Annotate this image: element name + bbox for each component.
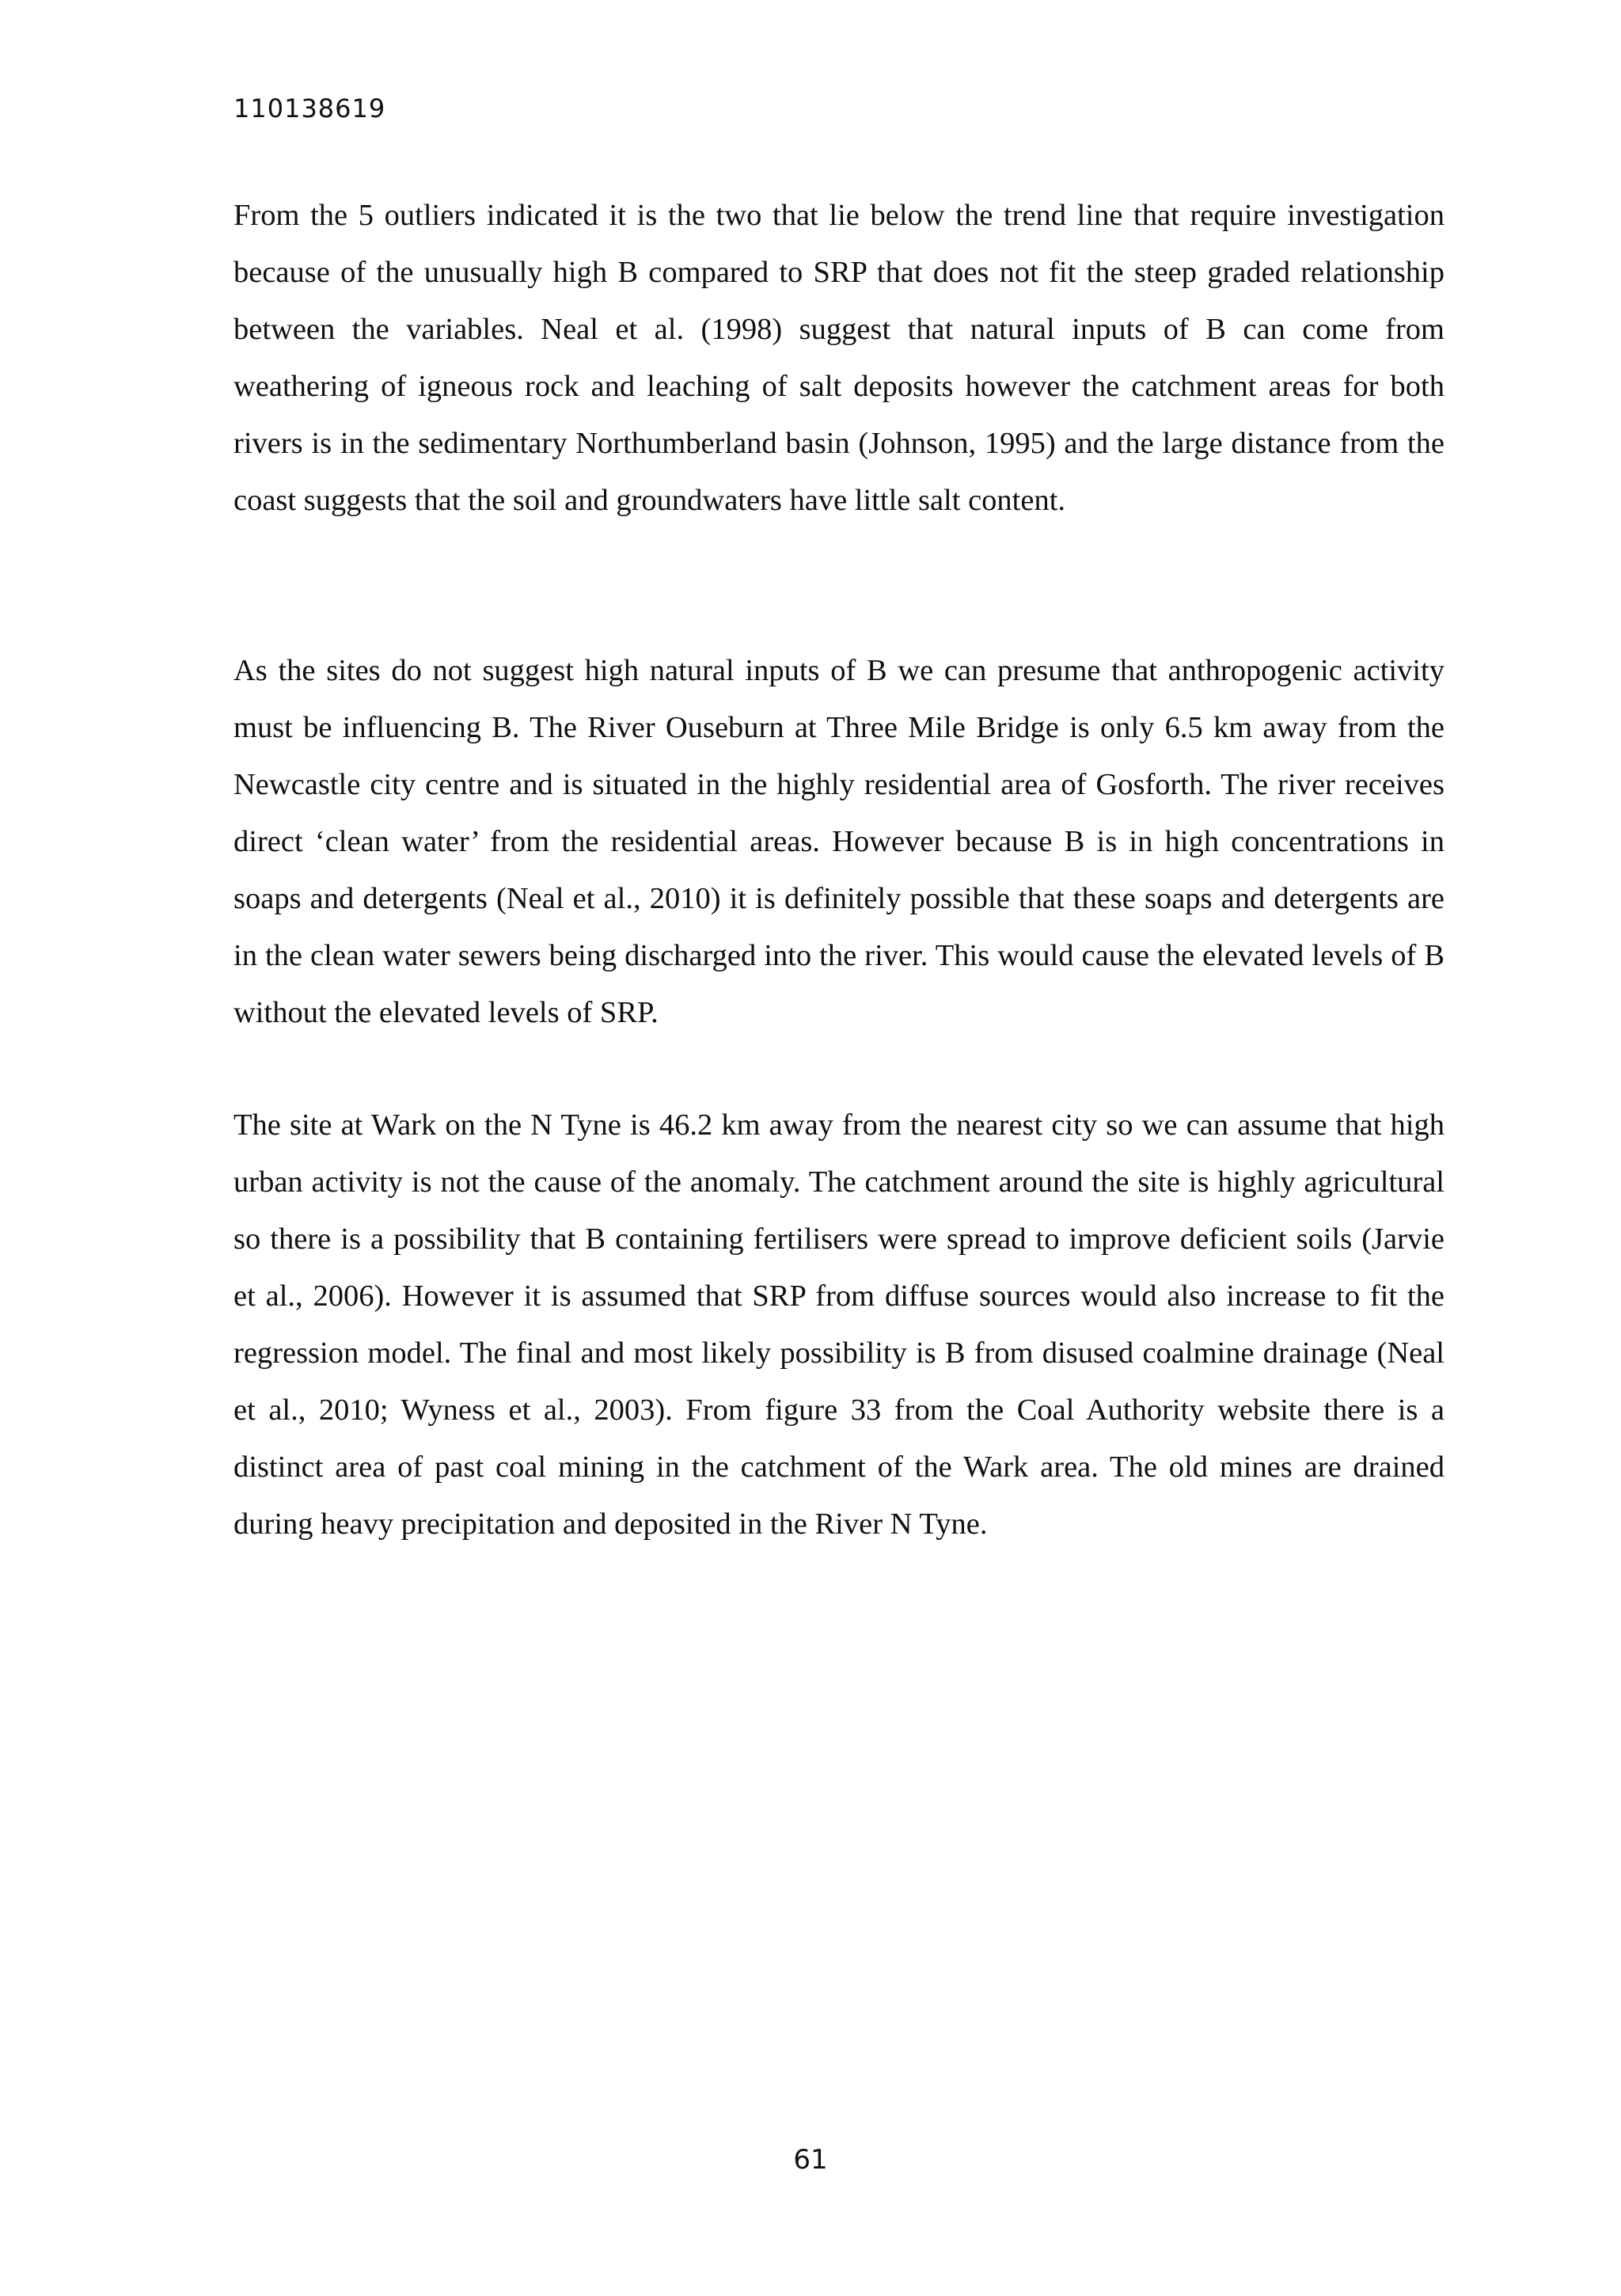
paragraph-outliers: From the 5 outliers indicated it is the two that lie below the trend line that require investigation because of the unusually high B compared to SRP that does not fit the steep graded relationship between the variables. Neal et al. (1998) suggest that natural inputs of B can come from weathering of igneous rock and leaching of salt deposits however the catchment areas for both rivers is in the sedimentary Northumberland basin (Johnson, 1995) and the large distance from the coast suggests that the soil and groundwaters have little salt content. xyxy=(233,199,1444,517)
page-number: 61 xyxy=(793,2144,828,2176)
paragraph-wark: The site at Wark on the N Tyne is 46.2 km away from the nearest city so we can assume that high urban activity is not the cause of the anomaly. The catchment around the site is highly agricultural so there is a possibility that B containing fertilisers were spread to improve deficient soils (Jarvie et al., 2006). However it is assumed that SRP from diffuse sources would also increase to fit the regression model. The final and most likely possibility is B from disused coalmine drainage (Neal et al., 2010; Wyness et al., 2003). From figure 33 from the Coal Authority website there is a distinct area of past coal mining in the catchment of the Wark area. The old mines are drained during heavy precipitation and deposited in the River N Tyne. xyxy=(233,1108,1444,1541)
document-id: 110138619 xyxy=(233,93,386,124)
paragraph-ouseburn: As the sites do not suggest high natural inputs of B we can presume that anthropogenic activity must be influencing B. The River Ouseburn at Three Mile Bridge is only 6.5 km away from the Newcastle city centre and is situated in the highly residential area of Gosforth. The river receives direct ‘clean water’ from the residential areas. However because B is in high concentrations in soaps and detergents (Neal et al., 2010) it is definitely possible that these soaps and detergents are in the clean water sewers being discharged into the river. This would cause the elevated levels of B without the elevated levels of SRP. xyxy=(233,654,1444,1029)
